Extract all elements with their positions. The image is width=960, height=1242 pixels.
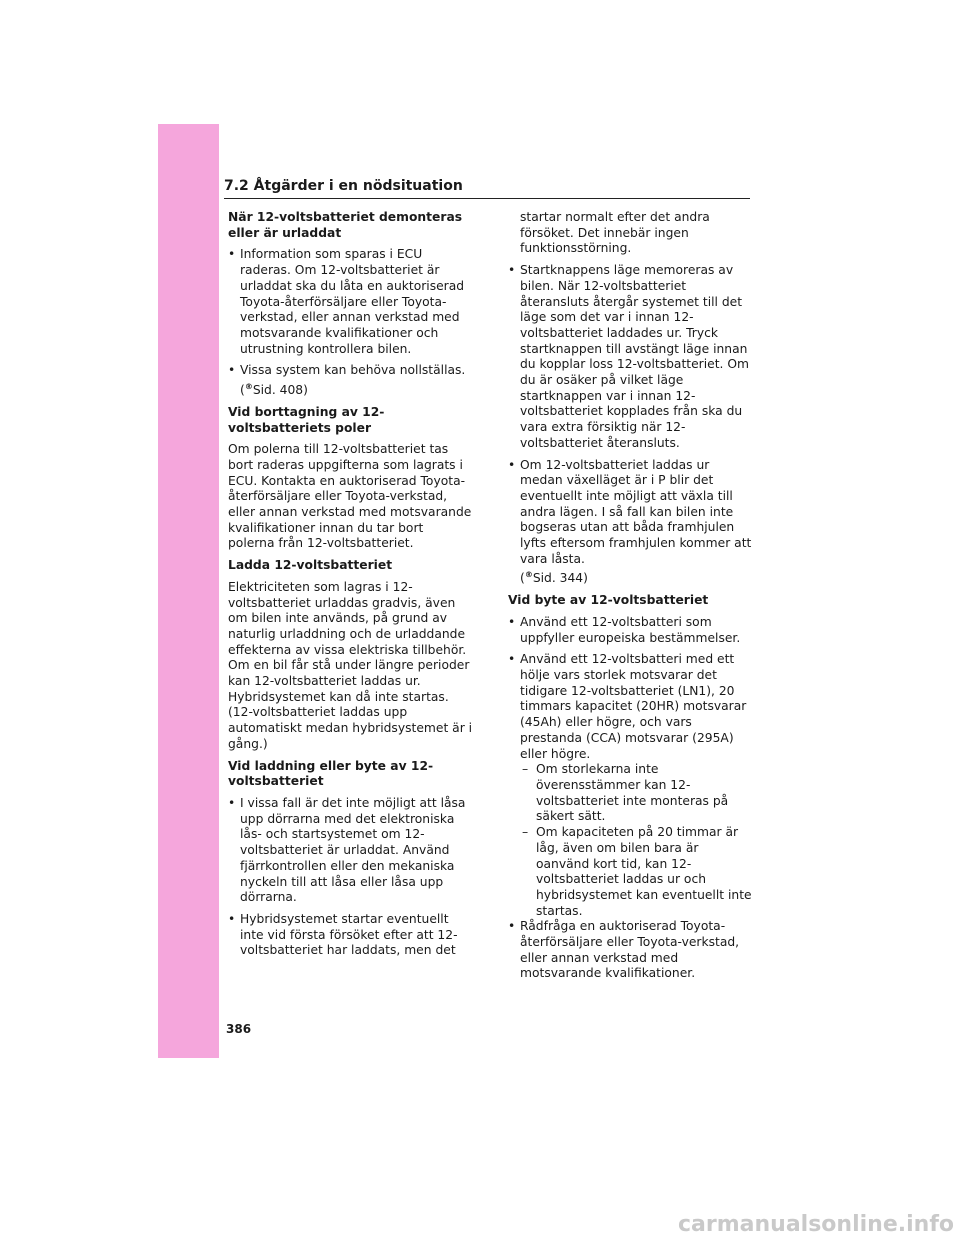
bullet-shift-position: • Om 12-voltsbatteriet laddas ur medan växelläget är i P blir det eventuellt inte möjligt att växla till andra lägen. I så fall kan bilen inte bogseras utan att båda framhjulen lyfts eftersom framhjulen kommer att vara låsta. (®Sid. 344) xyxy=(508,458,754,588)
heading-remove-poles: Vid borttagning av 12-voltsbatteriets poler xyxy=(228,404,385,435)
page-ref-link[interactable]: Sid. 344) xyxy=(532,571,588,586)
page-ref-icon: ® xyxy=(244,382,253,392)
bullet-european-standard: • Använd ett 12-voltsbatteri som uppfyller europeiska bestämmelser. xyxy=(508,615,754,646)
heading-replace-battery: Vid byte av 12-voltsbatteriet xyxy=(508,593,709,608)
heading-charge-battery: Ladda 12-voltsbatteriet xyxy=(228,558,393,573)
page-number: 386 xyxy=(226,1022,252,1036)
bullet-battery-spec: • Använd ett 12-voltsbatteri med ett hölje vars storlek motsvarar det tidigare 12-voltsbatteriet (LN1), 20 timmars kapacitet (20HR) motsvarar (45Ah) eller högre, och vars prestanda (CCA) motsvarar (295A) eller högre. xyxy=(508,652,754,762)
paragraph-charge-battery: Elektriciteten som lagras i 12-voltsbatteriet urladdas gradvis, även om bilen inte används, på grund av naturlig urladdning och de urladdande effekterna av vissa elektriska tillbehör. Om en bil får stå under längre perioder kan 12-voltsbatteriet laddas ur. Hybridsystemet kan då inte startas. (12-voltsbatteriet laddas upp automatiskt medan hybridsystemet är i gång.) xyxy=(228,579,473,751)
bullet-ecu-erased: • Information som sparas i ECU raderas. Om 12-voltsbatteriet är urladdat ska du låta en auktoriserad Toyota-återförsäljare eller Toyota-verkstad, eller annan verkstad med motsvarande kvalifikationer och utrustning kontrollera bilen. xyxy=(228,247,473,357)
bullet-start-button-memory: • Startknappens läge memoreras av bilen. När 12-voltsbatteriet återansluts återgår systemet till det läge som det var i innan 12-voltsbatteriet laddades ur. Tryck startknappen till avstängt läge innan du kopplar loss 12-voltsbatteriet. Om du är osäker på vilket läge startknappen var i innan 12-voltsbatteriet kopplades från ska du vara extra försiktig när 12-voltsbatteriet återansluts. xyxy=(508,263,754,451)
bullet-consult-dealer: • Rådfråga en auktoriserad Toyota-återförsäljare eller Toyota-verkstad, eller annan verkstad med motsvarande kvalifikationer. xyxy=(508,919,754,982)
side-tab-strip xyxy=(158,124,219,1058)
dash-low-capacity: – Om kapaciteten på 20 timmar är låg, även om bilen bara är oanvänd kort tid, kan 12-voltsbatteriet laddas ur och hybridsystemet kan eventuellt inte startas. xyxy=(508,825,754,919)
heading-battery-removed: När 12-voltsbatteriet demonteras eller är urladdat xyxy=(228,210,463,240)
section-header: 7.2 Åtgärder i en nödsituation xyxy=(224,178,750,199)
heading-charge-or-replace: Vid laddning eller byte av 12-voltsbatteriet xyxy=(228,758,434,789)
left-column xyxy=(228,210,473,965)
page-ref-icon: ® xyxy=(524,570,533,580)
paragraph-remove-poles: Om polerna till 12-voltsbatteriet tas bort raderas uppgifterna som lagrats i ECU. Kontakta en auktoriserad Toyota-återförsäljare eller Toyota-verkstad, eller annan verkstad med motsvarande kvalifikationer innan du tar bort polerna från 12-voltsbatteriet. xyxy=(228,442,472,551)
watermark: carmanualsonline.info xyxy=(678,1212,954,1237)
continued-text: startar normalt efter det andra försöket. Det innebär ingen funktionsstörning. xyxy=(520,210,710,256)
bullet-door-unlock: • I vissa fall är det inte möjligt att låsa upp dörrarna med det elektroniska lås- och startsystemet om 12-voltsbatteriet är urladdat. Använd fjärrkontrollen eller den mekaniska nyckeln till att låsa eller låsa upp dörrarna. xyxy=(228,796,473,906)
bullet-reset-systems: • Vissa system kan behöva nollställas. (®Sid. 408) xyxy=(228,363,473,399)
dash-size-mismatch: – Om storlekarna inte överensstämmer kan 12-voltsbatteriet inte monteras på säkert sätt. xyxy=(508,762,754,825)
page-ref-link[interactable]: Sid. 408) xyxy=(252,383,308,398)
right-column xyxy=(508,210,754,988)
bullet-hybrid-start: • Hybridsystemet startar eventuellt inte vid första försöket efter att 12-voltsbatteriet har laddats, men det xyxy=(228,912,473,959)
